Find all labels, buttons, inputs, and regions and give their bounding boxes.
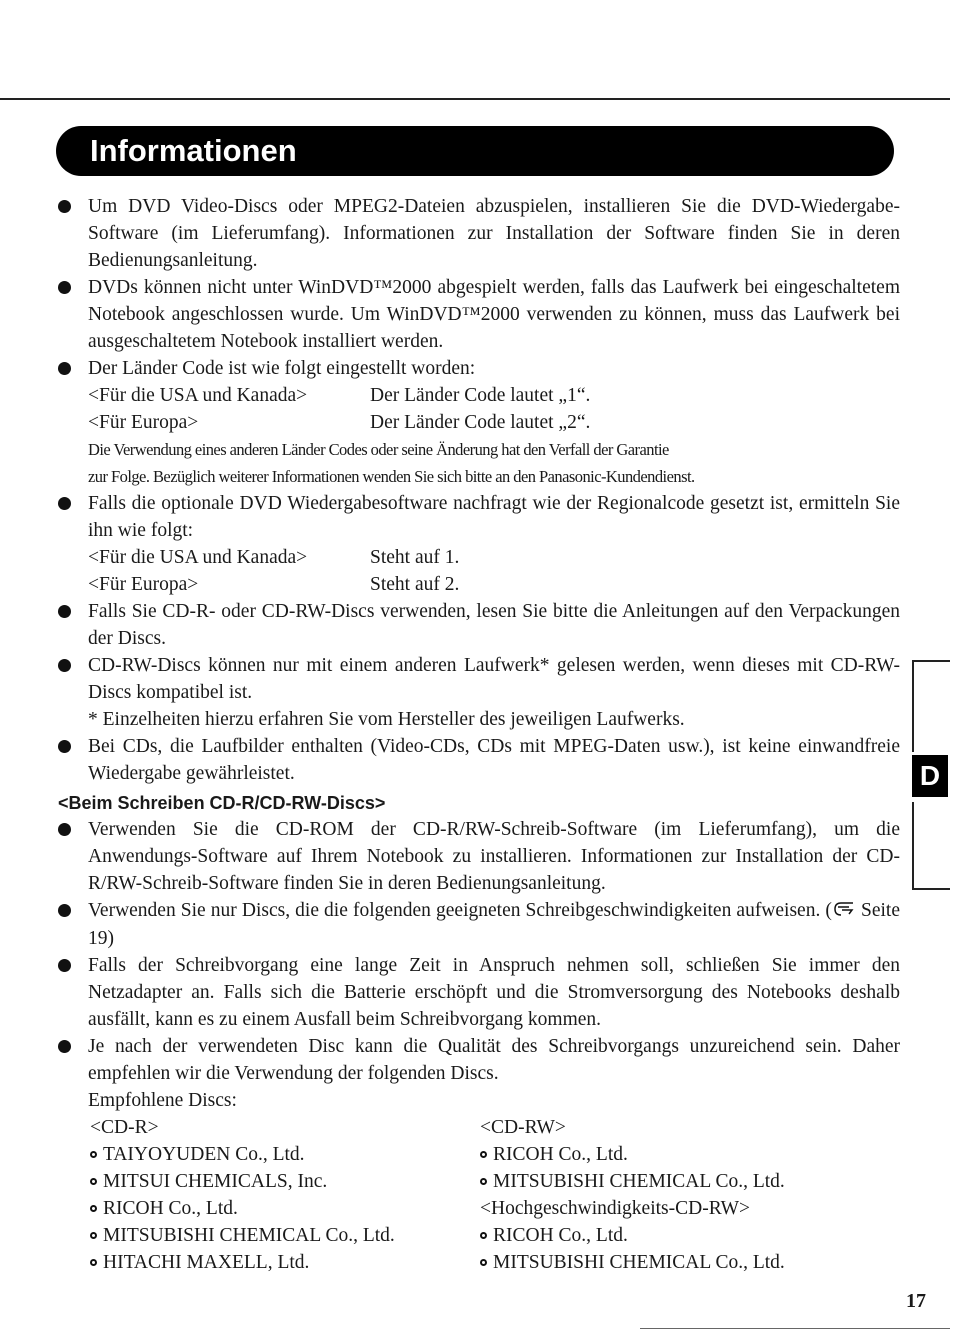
disc-name: MITSUBISHI CHEMICAL Co., Ltd. [103, 1225, 395, 1247]
region-code-item [58, 355, 900, 490]
page-reference-icon [832, 898, 856, 925]
region-row [88, 571, 900, 598]
disc-item [90, 1195, 480, 1222]
top-rule [0, 98, 950, 100]
item-text: Der Länder Code ist wie folgt eingestellt worden: [88, 358, 476, 379]
disc-lists [90, 1114, 900, 1276]
bullet-icon [58, 1040, 71, 1053]
region-key: <Für Europa> [88, 412, 199, 433]
cdr-heading: <CD-R> [90, 1117, 159, 1139]
item-text: Verwenden Sie die CD-ROM der CD-R/RW-Schreib-Software (im Lieferumfang), um die Anwendungs-Software auf Ihrem Notebook zu installieren. Informationen zur Installation der CD-R/RW-Schreib-Software finden Sie in deren Bedienungsanleitung. [88, 819, 900, 894]
disc-item [90, 1168, 480, 1195]
list-item [58, 897, 900, 952]
circle-bullet-icon [480, 1232, 487, 1239]
region-key: <Für die USA und Kanada> [88, 385, 308, 406]
bullet-icon [58, 605, 71, 618]
circle-bullet-icon [480, 1259, 487, 1266]
disc-item [480, 1222, 870, 1249]
circle-bullet-icon [90, 1151, 97, 1158]
disc-item [480, 1168, 870, 1195]
disc-name: TAIYOYUDEN Co., Ltd. [103, 1144, 305, 1166]
side-tab-frame-bottom [912, 802, 950, 890]
bullet-icon [58, 823, 71, 836]
cdrw-column [480, 1114, 870, 1276]
list-item [58, 816, 900, 897]
disc-item [90, 1141, 480, 1168]
cdr-column [90, 1114, 480, 1276]
footnote: * Einzelheiten hierzu erfahren Sie vom Hersteller des jeweiligen Laufwerks. [88, 709, 685, 730]
circle-bullet-icon [90, 1232, 97, 1239]
region-value: Steht auf 2. [370, 574, 460, 595]
page-reference: Seite 19) [88, 900, 901, 950]
circle-bullet-icon [480, 1151, 487, 1158]
item-text: Je nach der verwendeten Disc kann die Qualität des Schreibvorgangs unzureichend sein. Daher empfehlen wir die Verwendung der folgenden Discs. [88, 1036, 900, 1085]
hs-cdrw-heading: <Hochgeschwindigkeits-CD-RW> [480, 1198, 751, 1220]
bullet-icon [58, 497, 71, 510]
warranty-note: zur Folge. Bezüglich weiterer Informationen wenden Sie sich bitte an den Panasonic-Kundendienst. [88, 467, 695, 486]
language-tab: D [912, 755, 948, 797]
item-text: CD-RW-Discs können nur mit einem anderen Laufwerk* gelesen werden, wenn dieses mit CD-RW-Discs kompatibel ist. [88, 655, 900, 703]
disc-item [90, 1249, 480, 1276]
region-key: <Für die USA und Kanada> [88, 547, 308, 568]
disc-item [480, 1249, 870, 1276]
recommended-label: Empfohlene Discs: [88, 1090, 237, 1112]
list-item [58, 733, 900, 787]
bullet-icon [58, 904, 71, 917]
region-key: <Für Europa> [88, 574, 199, 595]
disc-item [480, 1141, 870, 1168]
region-row [88, 544, 900, 571]
disc-name: MITSUBISHI CHEMICAL Co., Ltd. [493, 1252, 785, 1274]
item-text: Falls der Schreibvorgang eine lange Zeit in Anspruch nehmen soll, schließen Sie immer den Netzadapter an. Falls sich die Batterie erschöpft und die Stromversorgung des Notebooks deshalb ausfällt, kann es zu einem Ausfall beim Schreibvorgang kommen. [88, 955, 900, 1031]
item-text: Um DVD Video-Discs oder MPEG2-Dateien abzuspielen, installieren Sie die DVD-Wiedergabe-Software (im Lieferumfang). Informationen zur Installation der Software finden Sie in deren Bedienungsanleitung. [88, 196, 900, 271]
main-content [58, 193, 900, 1276]
item-text: DVDs können nicht unter WinDVD™2000 abgespielt werden, falls das Laufwerk bei eingeschaltetem Notebook angeschlossen wurde. Um WinDVD™2000 verwenden zu können, muss das Laufwerk bei ausgeschaltetem Notebook installiert werden. [88, 277, 900, 352]
optional-software-item [58, 490, 900, 598]
bullet-icon [58, 362, 71, 375]
region-value: Der Länder Code lautet „2“. [370, 412, 591, 433]
region-row [88, 382, 900, 409]
item-text: Falls Sie CD-R- oder CD-RW-Discs verwenden, lesen Sie bitte die Anleitungen auf den Verpackungen der Discs. [88, 601, 900, 649]
list-item [58, 598, 900, 652]
item-text: Bei CDs, die Laufbilder enthalten (Video-CDs, CDs mit MPEG-Daten usw.), ist keine einwandfreie Wiedergabe gewährleistet. [88, 736, 900, 784]
disc-name: RICOH Co., Ltd. [493, 1144, 628, 1166]
bullet-icon [58, 740, 71, 753]
section-banner [56, 126, 894, 176]
bullet-icon [58, 200, 71, 213]
disc-item [90, 1222, 480, 1249]
bullet-icon [58, 281, 71, 294]
circle-bullet-icon [90, 1178, 97, 1185]
region-value: Der Länder Code lautet „1“. [370, 385, 591, 406]
page-number: 17 [906, 1290, 926, 1312]
side-tab-frame-top [912, 660, 950, 752]
disc-name: HITACHI MAXELL, Ltd. [103, 1252, 310, 1274]
disc-name: MITSUBISHI CHEMICAL Co., Ltd. [493, 1171, 785, 1193]
item-text: Verwenden Sie nur Discs, die die folgenden geeigneten Schreibgeschwindigkeiten aufweisen. ( [88, 900, 832, 921]
bullet-icon [58, 659, 71, 672]
region-row [88, 409, 900, 436]
circle-bullet-icon [90, 1205, 97, 1212]
bullet-icon [58, 959, 71, 972]
list-item [58, 952, 900, 1033]
item-text: Falls die optionale DVD Wiedergabesoftware nachfragt wie der Regionalcode gesetzt ist, ermitteln Sie ihn wie folgt: [88, 493, 900, 541]
disc-name: MITSUI CHEMICALS, Inc. [103, 1171, 328, 1193]
list-item [58, 652, 900, 733]
list-item [58, 193, 900, 274]
circle-bullet-icon [90, 1259, 97, 1266]
page-title: Informationen [90, 133, 297, 168]
disc-name: RICOH Co., Ltd. [493, 1225, 628, 1247]
list-item [58, 274, 900, 355]
disc-name: RICOH Co., Ltd. [103, 1198, 238, 1220]
list-item [58, 1033, 900, 1276]
circle-bullet-icon [480, 1178, 487, 1185]
warranty-note: Die Verwendung eines anderen Länder Codes oder seine Änderung hat den Verfall der Garantie [88, 440, 669, 459]
section-subheading: <Beim Schreiben CD-R/CD-RW-Discs> [58, 793, 386, 813]
region-value: Steht auf 1. [370, 547, 460, 568]
cdrw-heading: <CD-RW> [480, 1117, 566, 1139]
bottom-rule [640, 1328, 950, 1329]
